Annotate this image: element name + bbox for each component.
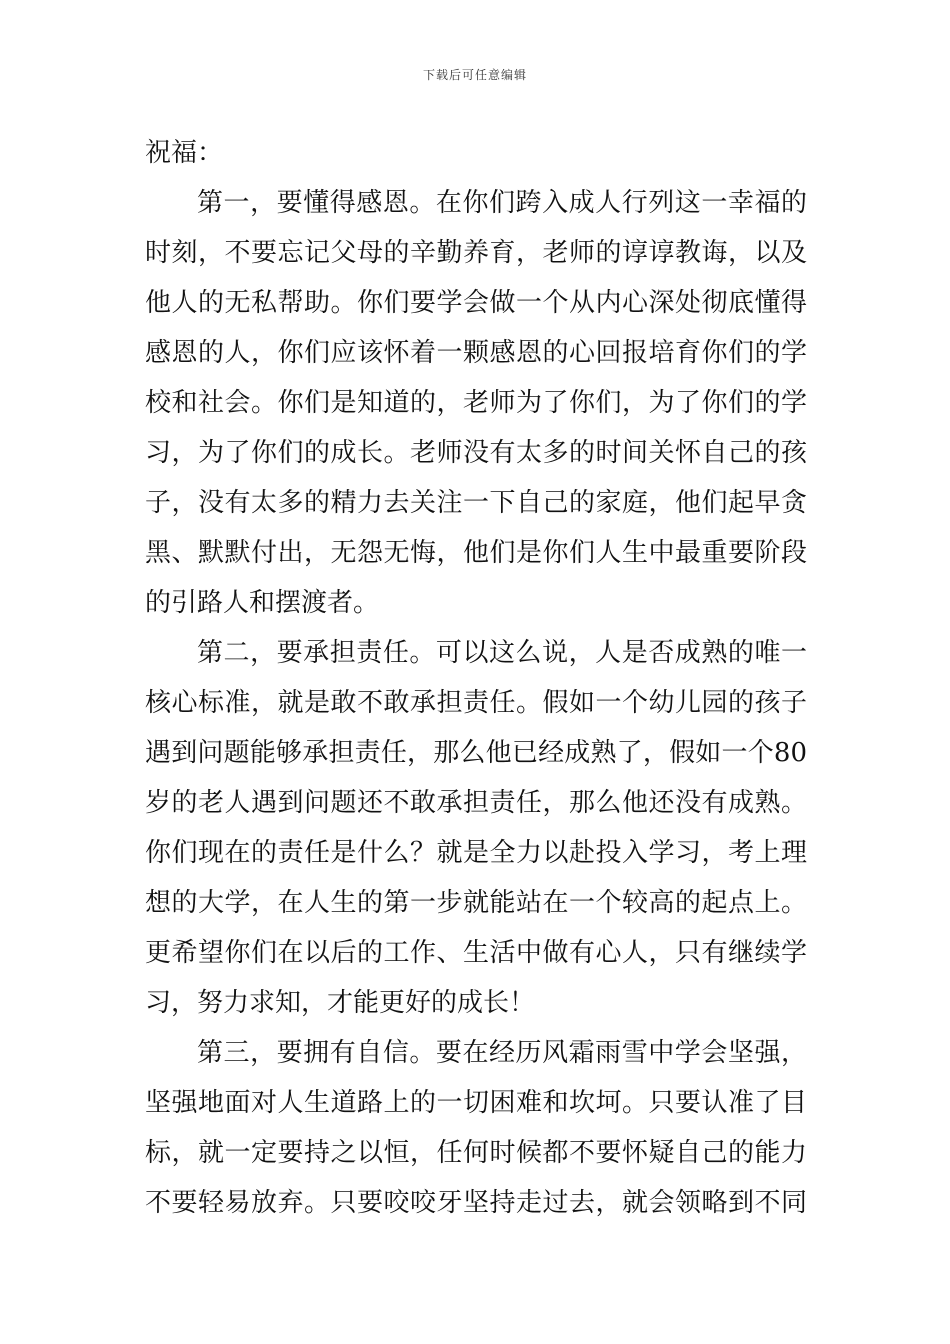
text-line: 岁的老人遇到问题还不敢承担责任，那么他还没有成熟。 bbox=[145, 788, 807, 818]
text-line: 校和社会。你们是知道的，老师为了你们，为了你们的学 bbox=[145, 388, 807, 418]
text-line: 祝福： bbox=[145, 138, 224, 168]
text-line: 他人的无私帮助。你们要学会做一个从内心深处彻底懂得 bbox=[145, 288, 807, 318]
text-line: 核心标准，就是敢不敢承担责任。假如一个幼儿园的孩子 bbox=[145, 688, 807, 718]
document-body bbox=[145, 128, 807, 1228]
text-line: 子，没有太多的精力去关注一下自己的家庭，他们起早贪 bbox=[145, 488, 807, 518]
text-line: 习，努力求知，才能更好的成长！ bbox=[145, 988, 536, 1018]
text-line: 的引路人和摆渡者。 bbox=[145, 588, 380, 618]
text-line: 习，为了你们的成长。老师没有太多的时间关怀自己的孩 bbox=[145, 438, 807, 468]
text-line: 想的大学，在人生的第一步就能站在一个较高的起点上。 bbox=[145, 888, 807, 918]
paragraph-first-line: 第三，要拥有自信。要在经历风霜雨雪中学会坚强， bbox=[197, 1038, 807, 1068]
page-header: 下载后可任意编辑 bbox=[422, 68, 527, 82]
paragraph-first-line: 第二，要承担责任。可以这么说，人是否成熟的唯一 bbox=[197, 638, 807, 668]
text-line: 坚强地面对人生道路上的一切困难和坎坷。只要认准了目 bbox=[145, 1088, 807, 1118]
text-line: 黑、默默付出，无怨无悔，他们是你们人生中最重要阶段 bbox=[145, 538, 807, 568]
text-line: 标，就一定要持之以恒，任何时候都不要怀疑自己的能力 bbox=[145, 1138, 807, 1168]
text-line: 更希望你们在以后的工作、生活中做有心人，只有继续学 bbox=[145, 938, 807, 968]
text-line: 时刻，不要忘记父母的辛勤养育，老师的谆谆教诲，以及 bbox=[145, 238, 807, 268]
text-line: 你们现在的责任是什么？就是全力以赴投入学习，考上理 bbox=[145, 838, 807, 868]
text-line: 感恩的人，你们应该怀着一颗感恩的心回报培育你们的学 bbox=[145, 338, 807, 368]
text-line: 不要轻易放弃。只要咬咬牙坚持走过去，就会领略到不同 bbox=[145, 1188, 807, 1218]
paragraph-first-line: 第一，要懂得感恩。在你们跨入成人行列这一幸福的 bbox=[197, 188, 807, 218]
text-line: 遇到问题能够承担责任，那么他已经成熟了，假如一个80 bbox=[145, 738, 807, 768]
